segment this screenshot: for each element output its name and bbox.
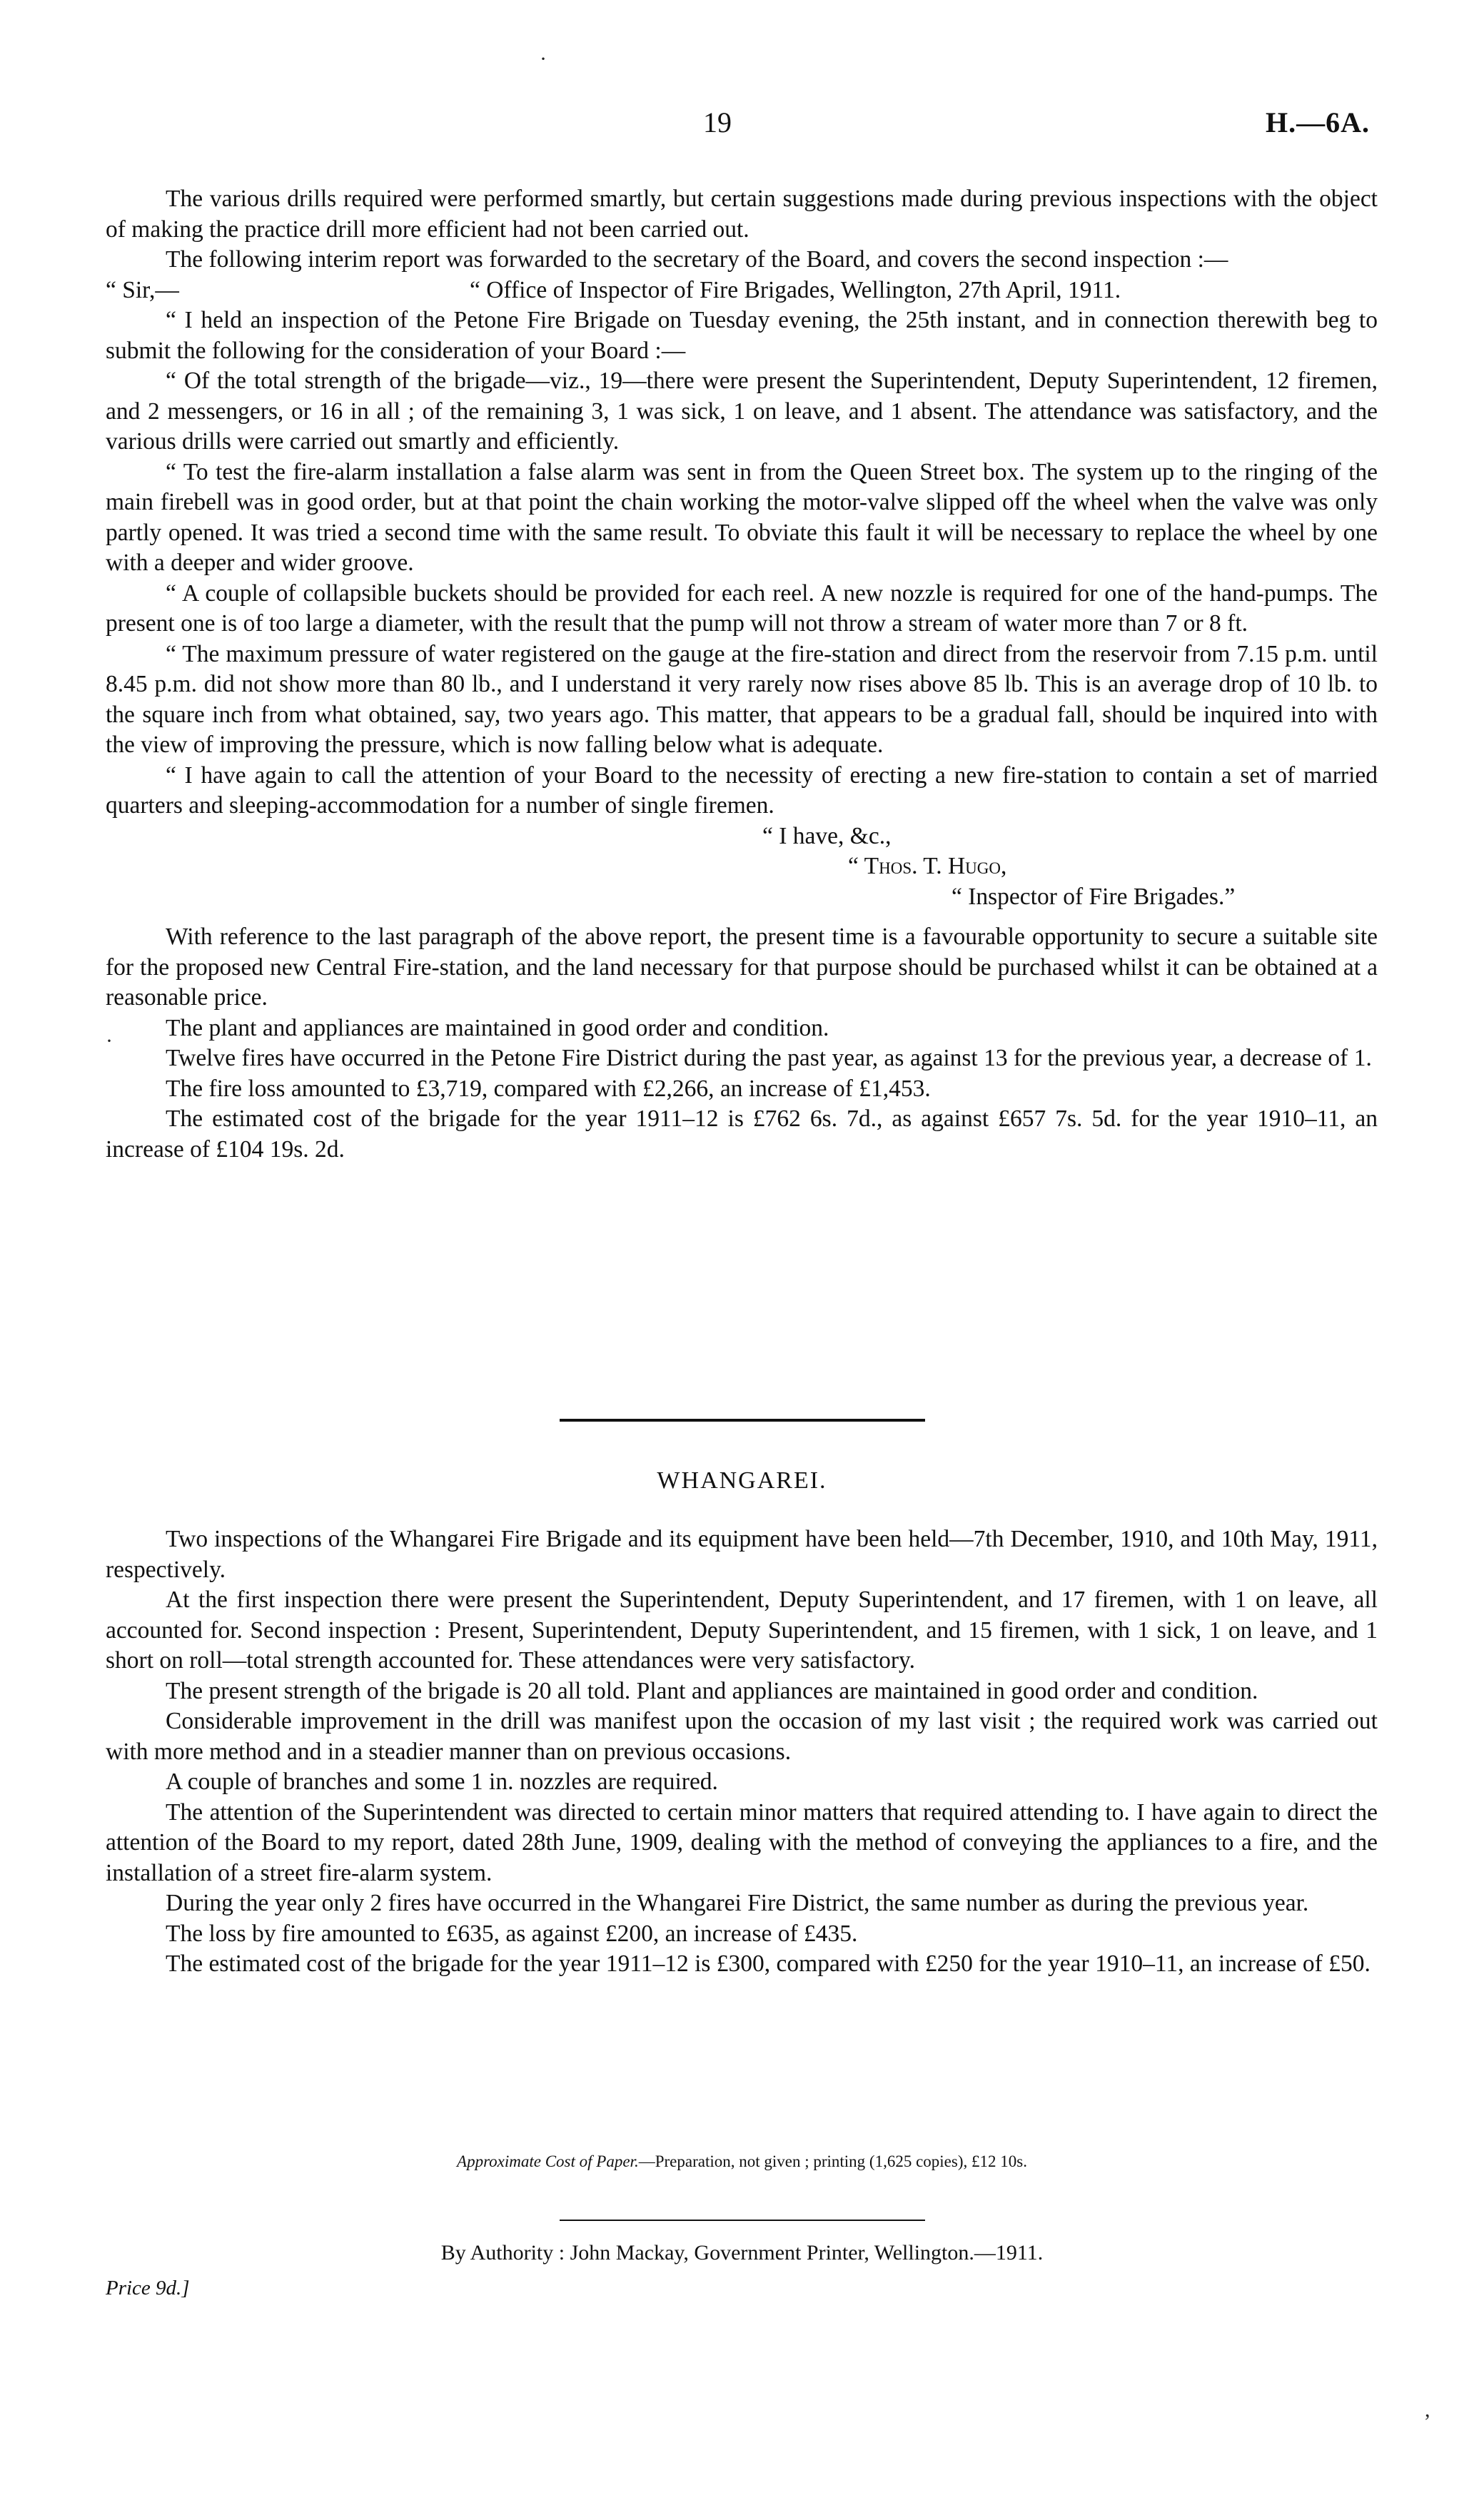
letter-office-line: “ Office of Inspector of Fire Brigades, Wellington, 27th April, 1911. xyxy=(470,276,1121,303)
speck-mark: · xyxy=(540,47,547,71)
report-paragraph: “ I have again to call the attention of your Board to the necessity of erecting a new fire-station to contain a set of married quarters and sleeping-accommodation for a number of single firemen. xyxy=(106,761,1378,819)
report-paragraph: “ Of the total strength of the brigade—viz., 19—there were present the Superintendent, Deputy Superintendent, 12 firemen, and 2 messengers, or 16 in all ; of the remaining 3, 1 was sick, 1 on leave, and 1 absent. The attendance was satisfactory, and the various drills were carried out smartly and efficiently. xyxy=(106,368,1378,455)
pen-mark: , xyxy=(1425,2398,1430,2422)
whangarei-section xyxy=(106,1524,1378,1980)
letter-salutation: “ Sir,— xyxy=(106,276,179,303)
paragraph: The fire loss amounted to £3,719, compared with £2,266, an increase of £1,453. xyxy=(166,1075,931,1102)
printer-authority: By Authority : John Mackay, Government Printer, Wellington.—1911. xyxy=(440,2241,1044,2265)
signature-closing: “ I have, &c., xyxy=(762,822,892,849)
paragraph: The estimated cost of the brigade for the year 1911–12 is £762 6s. 7d., as against £657 7s. 5d. for the year 1910–11, an increase of £104 19s. 2d. xyxy=(106,1105,1378,1163)
paragraph: During the year only 2 fires have occurred in the Whangarei Fire District, the same number as during the previous year. xyxy=(166,1890,1309,1916)
page-number: 19 xyxy=(703,106,732,138)
footer-divider xyxy=(560,2220,925,2221)
cost-label: Approximate Cost of Paper. xyxy=(457,2152,639,2170)
paragraph: The following interim report was forwarded to the secretary of the Board, and covers the second inspection :— xyxy=(166,246,1228,273)
page-header xyxy=(0,106,1484,148)
paragraph: The attention of the Superintendent was directed to certain minor matters that required attending to. I have again to direct the attention of the Board to my report, dated 28th June, 1909, dealing with the method of conveying the appliances to a fire, and the installation of a street fire-alarm system. xyxy=(106,1798,1378,1886)
cost-text: —Preparation, not given ; printing (1,625 copies), £12 10s. xyxy=(638,2152,1027,2170)
paragraph: The present strength of the brigade is 20 all told. Plant and appliances are maintained in good order and condition. xyxy=(166,1677,1258,1704)
report-paragraph: “ The maximum pressure of water registered on the gauge at the fire-station and direct from the reservoir from 7.15 p.m. until 8.45 p.m. did not show more than 80 lb., and I understand it very rarely now rises above 85 lb. This is an average drop of 10 lb. to the square inch from what obtained, say, two years ago. This matter, that appears to be a gradual fall, should be inquired into with the view of improving the pressure, which is now falling below what is adequate. xyxy=(106,640,1378,758)
report-paragraph: “ To test the fire-alarm installation a false alarm was sent in from the Queen Street box. The system up to the ringing of the main firebell was in good order, but at that point the chain working the motor-valve slipped off the wheel when the valve was only partly opened. It was tried a second time with the same result. To obviate this fault it will be necessary to replace the wheel by one with a deeper and wider groove. xyxy=(106,458,1378,576)
paragraph: The various drills required were performed smartly, but certain suggestions made during previous inspections with the object of making the practice drill more efficient had not been carried out. xyxy=(106,186,1378,243)
paragraph: Two inspections of the Whangarei Fire Brigade and its equipment have been held—7th December, 1910, and 10th May, 1911, respectively. xyxy=(106,1526,1378,1583)
document-reference: H.—6A. xyxy=(1266,106,1370,138)
paragraph: The estimated cost of the brigade for the year 1911–12 is £300, compared with £250 for the year 1910–11, an increase of £50. xyxy=(166,1950,1371,1977)
paragraph: At the first inspection there were present the Superintendent, Deputy Superintendent, and 17 firemen, with 1 on leave, all accounted for. Second inspection : Present, Superintendent, Deputy Superintendent, and 15 firemen, with 1 sick, 1 on leave, and 1 short on roll—total strength accounted for. These attendances were very satisfactory. xyxy=(106,1587,1378,1674)
section-heading: WHANGAREI. xyxy=(657,1467,827,1494)
section-divider xyxy=(560,1419,925,1422)
signature-name: “ Thos. T. Hugo, xyxy=(848,853,1007,879)
paragraph: Twelve fires have occurred in the Petone Fire District during the past year, as against 13 for the previous year, a decrease of 1. xyxy=(166,1045,1372,1071)
letter-heading-line xyxy=(106,275,1378,306)
paragraph: The plant and appliances are maintained in good order and condition. xyxy=(166,1014,829,1041)
signature-title: “ Inspector of Fire Brigades.” xyxy=(952,883,1236,910)
cost-footnote xyxy=(0,2152,1484,2171)
paragraph: With reference to the last paragraph of the above report, the present time is a favourable opportunity to secure a suitable site for the proposed new Central Fire-station, and the land necessary for that purpose should be purchased whilst it can be obtained at a reasonable price. xyxy=(106,924,1378,1011)
paragraph: A couple of branches and some 1 in. nozzles are required. xyxy=(166,1768,718,1795)
price-note: Price 9d.] xyxy=(106,2277,190,2299)
report-paragraph: “ I held an inspection of the Petone Fire Brigade on Tuesday evening, the 25th instant, and in connection therewith beg to submit the following for the consideration of your Board :— xyxy=(106,307,1378,364)
paragraph: Considerable improvement in the drill was manifest upon the occasion of my last visit ; the required work was carried out with more method and in a steadier manner than on previous occasions. xyxy=(106,1708,1378,1765)
speck-mark: · xyxy=(106,1029,113,1053)
paragraph: The loss by fire amounted to £635, as against £200, an increase of £435. xyxy=(166,1920,858,1947)
petone-section xyxy=(106,184,1378,1165)
report-paragraph: “ A couple of collapsible buckets should be provided for each reel. A new nozzle is required for one of the hand-pumps. The present one is of too large a diameter, with the result that the pump will not throw a stream of water more than 7 or 8 ft. xyxy=(106,580,1378,637)
